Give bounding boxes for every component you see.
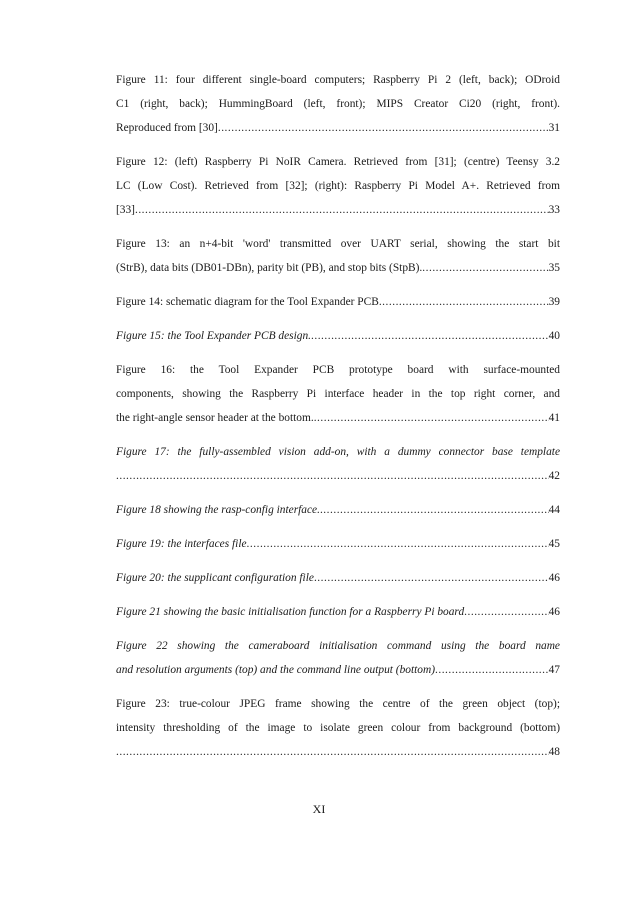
figure-page-number: 39 [548, 296, 560, 308]
figure-entry-final-line [116, 658, 560, 682]
entry-spacer [116, 682, 560, 692]
figure-entry[interactable] [116, 692, 560, 764]
figure-entry-line: Figure 11: four different single-board computers; Raspberry Pi 2 (left, back); ODroid [116, 74, 560, 86]
figure-entry-final-line [116, 116, 560, 140]
figure-entry[interactable] [116, 232, 560, 280]
page-number-folio: XI [312, 802, 326, 816]
entry-spacer [116, 280, 560, 290]
figure-entry-caption-end: [33] [116, 204, 135, 216]
figure-entry-line: components, showing the Raspberry Pi interface header in the top right corner, and [116, 388, 560, 400]
dot-leader [435, 658, 549, 682]
figure-entry-caption-end: Figure 15: the Tool Expander PCB design. [116, 330, 311, 342]
dot-leader [218, 116, 549, 140]
figure-entry-line: Figure 17: the fully-assembled vision add-on, with a dummy connector base template [116, 446, 560, 458]
figure-page-number: 44 [548, 504, 560, 516]
figure-entry[interactable] [116, 68, 560, 140]
figure-entry-final-line [116, 256, 560, 280]
figure-entry[interactable] [116, 324, 560, 348]
figure-entry-caption-end: and resolution arguments (top) and the command line output (bottom) [116, 664, 436, 676]
figure-page-number: 46 [548, 572, 560, 584]
figure-entry[interactable] [116, 600, 560, 624]
figure-entry-line: Figure 23: true-colour JPEG frame showing the centre of the green object (top); [116, 698, 560, 710]
figure-entry-final-line [116, 406, 560, 430]
figure-entry-line: LC (Low Cost). Retrieved from [32]; (right): Raspberry Pi Model A+. Retrieved from [116, 180, 560, 192]
figure-entry-caption-end: Figure 19: the interfaces file [116, 538, 247, 550]
figure-entry-final-line [116, 324, 560, 348]
figure-entry-caption-end: the right-angle sensor header at the bottom. [116, 412, 314, 424]
figure-page-number: 48 [548, 746, 560, 758]
figure-entry[interactable] [116, 150, 560, 222]
dot-leader [247, 532, 549, 556]
entry-spacer [116, 314, 560, 324]
figure-entry-final-line [116, 740, 560, 764]
dot-leader [311, 324, 549, 348]
entry-spacer [116, 590, 560, 600]
dot-leader [116, 464, 549, 488]
figure-entry[interactable] [116, 498, 560, 522]
dot-leader [314, 406, 549, 430]
dot-leader [135, 198, 549, 222]
figure-entry-line: intensity thresholding of the image to isolate green colour from background (bottom) [116, 722, 560, 734]
figure-entry[interactable] [116, 532, 560, 556]
figure-entry[interactable] [116, 634, 560, 682]
figure-entry-caption-end: Figure 18 showing the rasp-config interface. [116, 504, 320, 516]
entry-spacer [116, 556, 560, 566]
figure-entry-caption-end: Reproduced from [30] [116, 122, 218, 134]
dot-leader [320, 498, 549, 522]
figure-page-number: 47 [548, 664, 560, 676]
figure-page-number: 31 [548, 122, 560, 134]
figure-page-number: 35 [548, 262, 560, 274]
list-of-figures [116, 68, 560, 764]
figure-entry-caption-end: (StrB), data bits (DB01-DBn), parity bit (PB), and stop bits (StpB). [116, 262, 423, 274]
figure-entry-final-line [116, 566, 560, 590]
figure-entry-caption-end: Figure 20: the supplicant configuration file [116, 572, 314, 584]
entry-spacer [116, 522, 560, 532]
entry-spacer [116, 348, 560, 358]
dot-leader [379, 290, 549, 314]
figure-entry[interactable] [116, 440, 560, 488]
figure-entry[interactable] [116, 566, 560, 590]
figure-entry-final-line [116, 198, 560, 222]
entry-spacer [116, 222, 560, 232]
figure-page-number: 41 [548, 412, 560, 424]
figure-entry-line: Figure 16: the Tool Expander PCB prototype board with surface-mounted [116, 364, 560, 376]
dot-leader [464, 600, 548, 624]
figure-entry-final-line [116, 290, 560, 314]
figure-entry-final-line [116, 600, 560, 624]
entry-spacer [116, 488, 560, 498]
figure-entry-final-line [116, 498, 560, 522]
entry-spacer [116, 624, 560, 634]
figure-entry-line: Figure 22 showing the cameraboard initialisation command using the board name [116, 640, 560, 652]
figure-entry[interactable] [116, 290, 560, 314]
figure-entry-line: C1 (right, back); HummingBoard (left, front); MIPS Creator Ci20 (right, front). [116, 98, 560, 110]
figure-entry-line: Figure 12: (left) Raspberry Pi NoIR Camera. Retrieved from [31]; (centre) Teensy 3.2 [116, 156, 560, 168]
figure-entry-final-line [116, 532, 560, 556]
figure-entry[interactable] [116, 358, 560, 430]
figure-entry-final-line [116, 464, 560, 488]
figure-entry-caption-end: Figure 14: schematic diagram for the Tool Expander PCB [116, 296, 379, 308]
figure-entry-line: Figure 13: an n+4-bit 'word' transmitted over UART serial, showing the start bit [116, 238, 560, 250]
figure-entry-caption-end: Figure 21 showing the basic initialisation function for a Raspberry Pi board [116, 606, 465, 618]
figure-page-number: 40 [548, 330, 560, 342]
figure-page-number: 33 [548, 204, 560, 216]
figure-page-number: 46 [548, 606, 560, 618]
dot-leader [422, 256, 548, 280]
figure-page-number: 42 [548, 470, 560, 482]
dot-leader [116, 740, 549, 764]
entry-spacer [116, 140, 560, 150]
figure-page-number: 45 [548, 538, 560, 550]
entry-spacer [116, 430, 560, 440]
dot-leader [314, 566, 549, 590]
